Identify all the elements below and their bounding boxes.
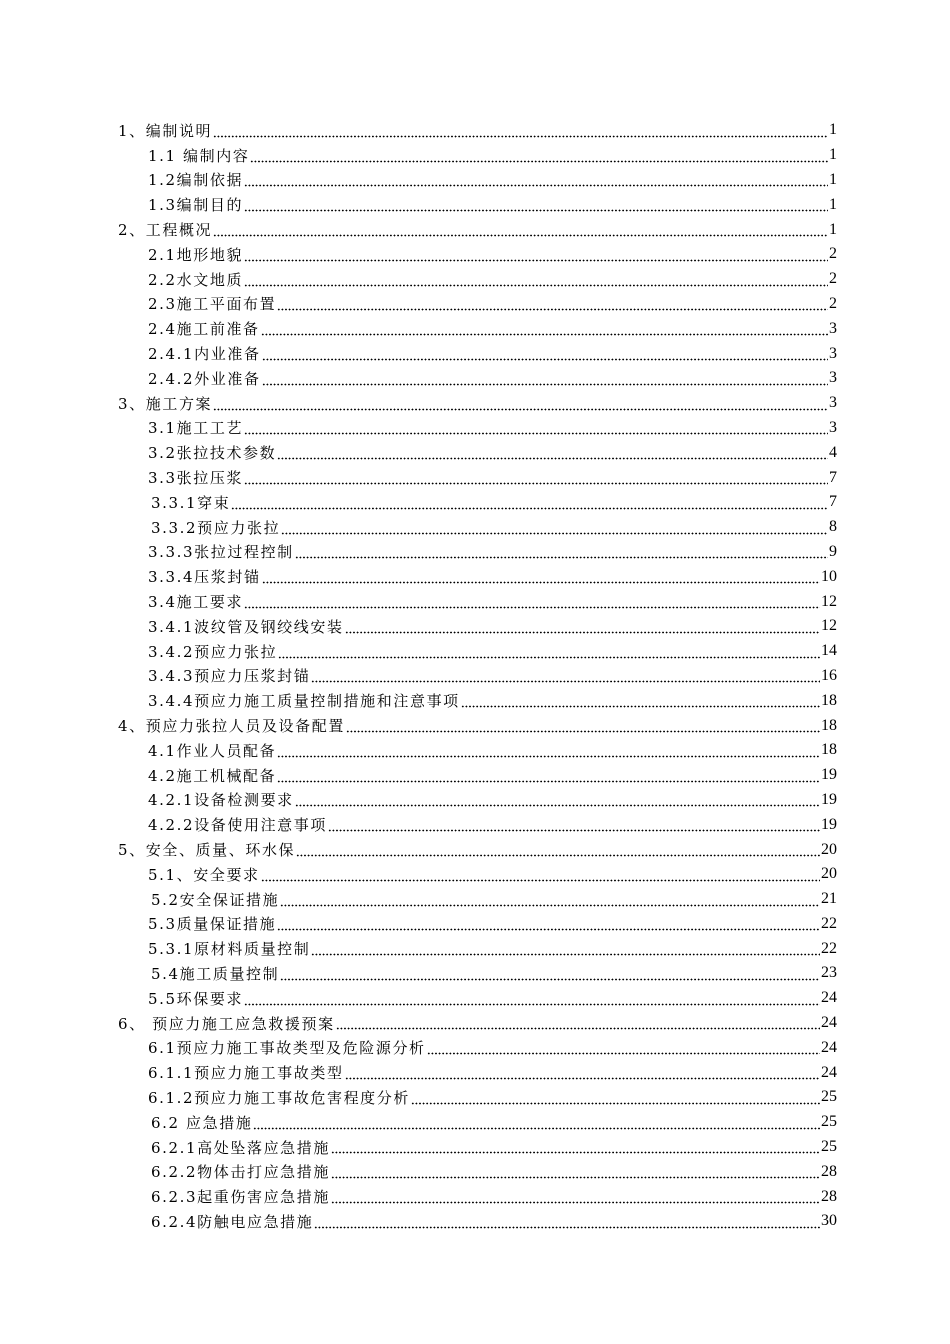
dot-leader <box>261 870 820 882</box>
dot-leader <box>281 523 828 535</box>
toc-entry-page-number: 3 <box>829 344 837 362</box>
toc-entry-page-number: 4 <box>829 443 837 461</box>
dot-leader <box>261 324 828 336</box>
toc-entry-title: 3.4.2预应力张拉 <box>148 642 278 661</box>
dot-leader <box>277 448 828 460</box>
toc-entry-page-number: 24 <box>821 1014 837 1032</box>
toc-entry-title: 5.3.1原材料质量控制 <box>148 940 311 959</box>
dot-leader <box>277 299 828 311</box>
toc-entry-title: 3.1施工工艺 <box>148 419 244 438</box>
toc-entry-page-number: 24 <box>821 1063 837 1081</box>
table-of-contents <box>0 118 950 1234</box>
toc-entry-title: 6.2 应急措施 <box>151 1113 253 1132</box>
toc-entry-title: 4.2施工机械配备 <box>148 766 277 785</box>
toc-entry-title: 3.3张拉压浆 <box>148 469 244 488</box>
toc-entry-page-number: 16 <box>821 666 837 684</box>
toc-entry-title: 5、安全、质量、环水保 <box>118 841 296 859</box>
toc-entry[interactable] <box>0 1060 950 1085</box>
dot-leader <box>295 795 820 807</box>
dot-leader <box>244 423 828 435</box>
toc-entry-title: 3.4.1波纹管及钢绞线安装 <box>148 617 344 636</box>
toc-entry-page-number: 25 <box>821 1113 837 1131</box>
toc-entry-title: 1.2编制依据 <box>148 171 244 190</box>
toc-entry-page-number: 19 <box>821 790 837 808</box>
toc-entry[interactable] <box>0 515 950 540</box>
toc-entry[interactable] <box>0 143 950 168</box>
toc-entry-page-number: 21 <box>821 890 837 908</box>
dot-leader <box>411 1093 820 1105</box>
toc-entry-page-number: 20 <box>821 865 837 883</box>
toc-entry[interactable] <box>0 564 950 589</box>
toc-entry[interactable] <box>0 664 950 689</box>
toc-entry-page-number: 18 <box>821 741 837 759</box>
toc-entry-page-number: 3 <box>829 319 837 337</box>
toc-entry[interactable] <box>0 1135 950 1160</box>
toc-entry-page-number: 1 <box>829 195 837 213</box>
toc-entry-title: 6.2.2物体击打应急措施 <box>151 1163 330 1182</box>
dot-leader <box>328 820 820 832</box>
dot-leader <box>295 547 828 559</box>
dot-leader <box>262 349 828 361</box>
toc-entry-page-number: 28 <box>821 1162 837 1180</box>
dot-leader <box>345 622 820 634</box>
dot-leader <box>336 1018 820 1030</box>
toc-entry-page-number: 30 <box>821 1212 837 1230</box>
dot-leader <box>427 1043 820 1055</box>
toc-entry-title: 3.3.4压浆封锚 <box>148 568 261 587</box>
dot-leader <box>213 399 828 411</box>
dot-leader <box>244 175 828 187</box>
toc-entry[interactable] <box>0 267 950 292</box>
toc-entry-title: 3.2张拉技术参数 <box>148 444 277 463</box>
toc-entry-title: 5.5环保要求 <box>148 989 244 1008</box>
toc-entry[interactable] <box>0 118 950 143</box>
toc-entry[interactable] <box>0 713 950 738</box>
toc-entry-page-number: 2 <box>829 245 837 263</box>
toc-entry-page-number: 25 <box>821 1138 837 1156</box>
toc-entry-page-number: 12 <box>821 617 837 635</box>
toc-entry-title: 3.3.2预应力张拉 <box>151 518 281 537</box>
toc-entry-title: 5.1、安全要求 <box>148 865 260 884</box>
toc-entry-page-number: 3 <box>829 394 837 412</box>
dot-leader <box>250 151 828 163</box>
toc-entry-page-number: 25 <box>821 1088 837 1106</box>
dot-leader <box>314 1217 820 1229</box>
toc-entry-title: 3.4施工要求 <box>148 593 244 612</box>
toc-entry[interactable] <box>0 1209 950 1234</box>
dot-leader <box>280 895 820 907</box>
toc-entry[interactable] <box>0 614 950 639</box>
toc-entry-title: 3.4.3预应力压浆封锚 <box>148 667 311 686</box>
toc-entry-title: 6.2.4防触电应急措施 <box>151 1212 314 1231</box>
toc-entry-title: 3.4.4预应力施工质量控制措施和注意事项 <box>148 692 460 711</box>
toc-entry-title: 4.2.2设备使用注意事项 <box>148 816 327 835</box>
dot-leader <box>262 374 828 386</box>
toc-entry-title: 1、编制说明 <box>118 121 213 140</box>
toc-entry[interactable] <box>0 639 950 664</box>
toc-entry-page-number: 18 <box>821 691 837 709</box>
toc-entry-page-number: 3 <box>829 418 837 436</box>
dot-leader <box>280 969 820 981</box>
toc-entry[interactable] <box>0 1085 950 1110</box>
dot-leader <box>244 200 828 212</box>
toc-entry-page-number: 3 <box>829 369 837 387</box>
toc-entry[interactable] <box>0 341 950 366</box>
toc-entry[interactable] <box>0 912 950 937</box>
toc-entry-title: 3、施工方案 <box>118 394 213 413</box>
dot-leader <box>244 597 820 609</box>
toc-entry-page-number: 12 <box>821 592 837 610</box>
dot-leader <box>262 572 820 584</box>
toc-entry-title: 4.2.1设备检测要求 <box>148 791 294 810</box>
toc-entry[interactable] <box>0 1035 950 1060</box>
toc-entry-title: 3.3.3张拉过程控制 <box>148 543 294 562</box>
dot-leader <box>244 275 828 287</box>
toc-entry[interactable] <box>0 986 950 1011</box>
toc-entry-page-number: 24 <box>821 1038 837 1056</box>
toc-entry[interactable] <box>0 391 950 416</box>
toc-entry-page-number: 10 <box>821 567 837 585</box>
toc-entry-title: 2.3施工平面布置 <box>148 295 277 314</box>
dot-leader <box>244 994 820 1006</box>
toc-entry[interactable] <box>0 812 950 837</box>
toc-entry-page-number: 1 <box>829 170 837 188</box>
toc-entry-title: 6.1预应力施工事故类型及危险源分析 <box>148 1039 426 1058</box>
dot-leader <box>311 671 820 683</box>
dot-leader <box>231 498 828 510</box>
toc-entry[interactable] <box>0 242 950 267</box>
toc-entry-page-number: 28 <box>821 1187 837 1205</box>
toc-entry[interactable] <box>0 1011 950 1036</box>
dot-leader <box>253 1118 820 1130</box>
dot-leader <box>346 721 820 733</box>
toc-entry[interactable] <box>0 490 950 515</box>
toc-entry-title: 1.1 编制内容 <box>148 146 250 165</box>
dot-leader <box>244 473 828 485</box>
toc-entry-page-number: 24 <box>821 989 837 1007</box>
dot-leader <box>277 746 820 758</box>
toc-entry-title: 4、预应力张拉人员及设备配置 <box>118 717 345 736</box>
toc-entry[interactable] <box>0 440 950 465</box>
toc-entry-title: 2.4施工前准备 <box>148 320 260 339</box>
toc-entry-title: 5.4施工质量控制 <box>151 964 280 983</box>
toc-entry-page-number: 19 <box>821 815 837 833</box>
toc-entry-title: 6.2.1高处坠落应急措施 <box>151 1138 330 1157</box>
toc-entry-title: 5.2安全保证措施 <box>151 890 280 909</box>
toc-entry-page-number: 1 <box>829 146 837 164</box>
toc-entry-page-number: 1 <box>829 220 837 238</box>
toc-entry-title: 6.2.3起重伤害应急措施 <box>151 1188 330 1207</box>
toc-entry-title: 2.4.1内业准备 <box>148 345 261 364</box>
dot-leader <box>244 250 828 262</box>
toc-entry[interactable] <box>0 292 950 317</box>
toc-entry-title: 6、 预应力施工应急救援预案 <box>118 1014 335 1033</box>
dot-leader <box>331 1142 820 1154</box>
toc-entry[interactable] <box>0 862 950 887</box>
toc-entry-title: 2.4.2外业准备 <box>148 369 261 388</box>
toc-entry-page-number: 2 <box>829 294 837 312</box>
toc-entry[interactable] <box>0 936 950 961</box>
dot-leader <box>331 1167 820 1179</box>
toc-entry-page-number: 2 <box>829 270 837 288</box>
toc-entry[interactable] <box>0 465 950 490</box>
dot-leader <box>278 647 820 659</box>
toc-entry-title: 4.1作业人员配备 <box>148 741 277 760</box>
toc-entry[interactable] <box>0 416 950 441</box>
toc-entry[interactable] <box>0 589 950 614</box>
toc-entry-page-number: 18 <box>821 716 837 734</box>
toc-entry-title: 3.3.1穿束 <box>151 493 231 512</box>
toc-entry-page-number: 23 <box>821 964 837 982</box>
toc-entry-page-number: 8 <box>829 518 837 536</box>
toc-entry[interactable] <box>0 217 950 242</box>
toc-entry[interactable] <box>0 192 950 217</box>
dot-leader <box>213 225 828 237</box>
toc-entry[interactable] <box>0 688 950 713</box>
dot-leader <box>461 696 820 708</box>
toc-entry-title: 2、工程概况 <box>118 221 213 240</box>
toc-entry-title: 2.2水文地质 <box>148 270 244 289</box>
dot-leader <box>311 944 820 956</box>
dot-leader <box>296 845 820 857</box>
toc-entry-page-number: 22 <box>821 914 837 932</box>
toc-entry[interactable] <box>0 788 950 813</box>
toc-entry[interactable] <box>0 1184 950 1209</box>
toc-entry-page-number: 22 <box>821 939 837 957</box>
toc-entry-title: 6.1.2预应力施工事故危害程度分析 <box>148 1088 410 1107</box>
dot-leader <box>277 771 820 783</box>
toc-entry-title: 1.3编制目的 <box>148 196 244 215</box>
toc-entry[interactable] <box>0 540 950 565</box>
toc-entry-page-number: 14 <box>821 642 837 660</box>
toc-entry[interactable] <box>0 837 950 862</box>
toc-entry[interactable] <box>0 168 950 193</box>
toc-entry-page-number: 20 <box>821 840 837 858</box>
toc-entry-title: 2.1地形地貌 <box>148 245 244 264</box>
toc-entry[interactable] <box>0 366 950 391</box>
toc-entry[interactable] <box>0 316 950 341</box>
toc-entry-title: 6.1.1预应力施工事故类型 <box>148 1064 344 1083</box>
dot-leader <box>331 1192 820 1204</box>
toc-entry-page-number: 9 <box>829 542 837 560</box>
toc-entry[interactable] <box>0 763 950 788</box>
dot-leader <box>277 919 820 931</box>
toc-entry[interactable] <box>0 887 950 912</box>
toc-entry[interactable] <box>0 738 950 763</box>
toc-entry-title: 5.3质量保证措施 <box>148 915 277 934</box>
toc-entry[interactable] <box>0 1159 950 1184</box>
dot-leader <box>213 126 828 138</box>
toc-entry[interactable] <box>0 961 950 986</box>
toc-entry-page-number: 19 <box>821 766 837 784</box>
toc-entry-page-number: 1 <box>829 121 837 139</box>
toc-entry[interactable] <box>0 1110 950 1135</box>
toc-entry-page-number: 7 <box>829 468 837 486</box>
dot-leader <box>345 1068 820 1080</box>
toc-entry-page-number: 7 <box>829 493 837 511</box>
